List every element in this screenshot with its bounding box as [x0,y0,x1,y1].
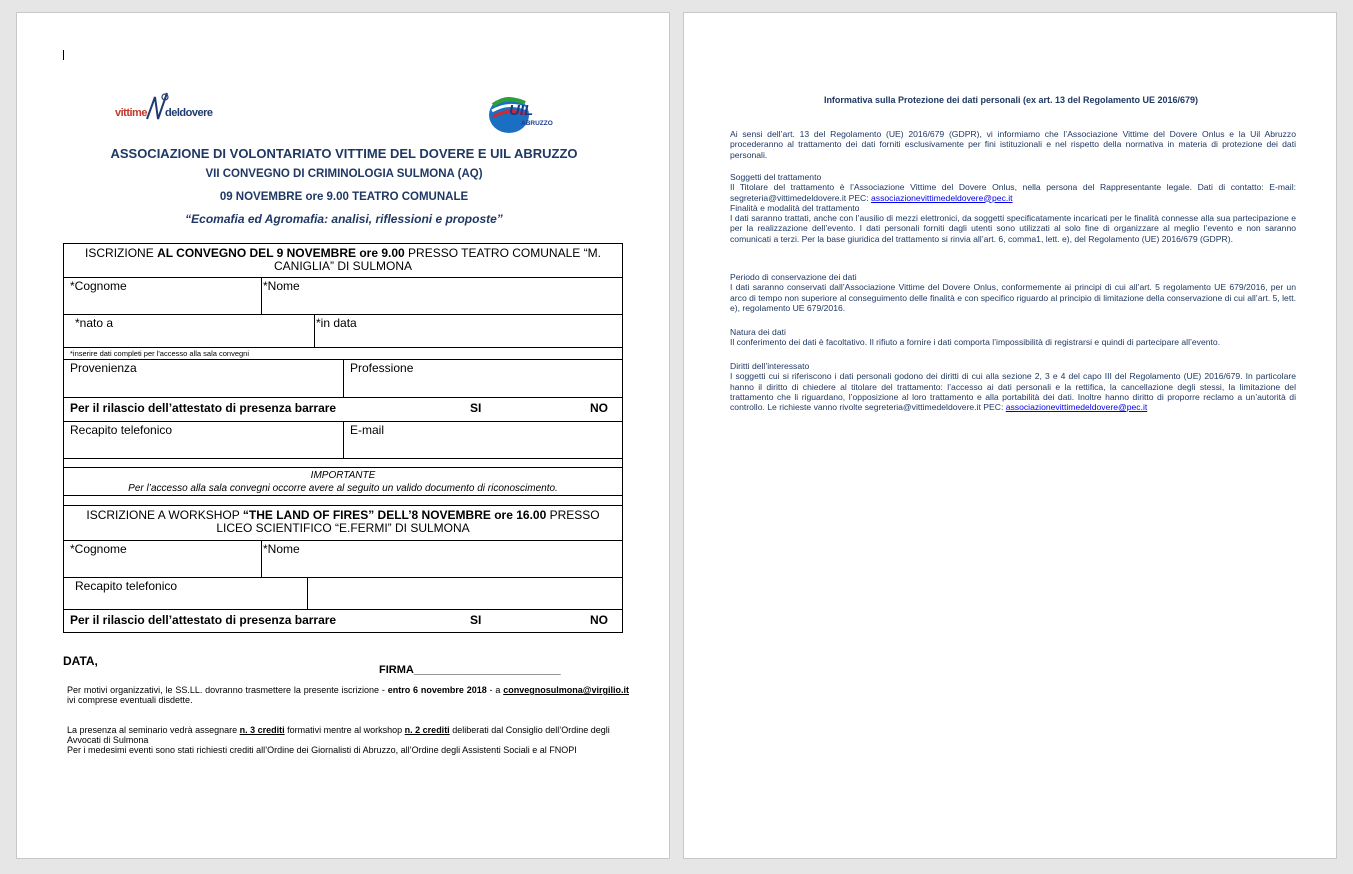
footer-p1-c: ivi comprese eventuali disdette. [67,695,193,705]
cognome-field-2[interactable] [64,541,261,577]
convention-date: 09 NOVEMBRE ore 9.00 TEATRO COMUNALE [219,191,469,203]
nome-label: *Nome [263,279,300,293]
email-label: E-mail [350,423,385,437]
row-spacer-2 [64,496,622,506]
row-recapito-email [64,422,622,459]
vittime-del-dovere-logo [115,91,215,131]
privacy-heading-natura: Natura dei dati [730,327,786,337]
section-2-prefix: ISCRIZIONE A WORKSHOP [86,508,243,522]
row-cognome-nome [64,278,622,315]
privacy-section-diritti [730,361,1296,412]
privacy-section-natura [730,327,1296,348]
cognome-label-2: *Cognome [70,542,127,556]
privacy-heading-conservazione: Periodo di conservazione dei dati [730,272,857,282]
footer-note-deadline [67,685,629,705]
row-importante [64,468,622,496]
row-note [64,348,622,360]
cognome-label: *Cognome [70,279,127,293]
importante-text: Per l’accesso alla sala convegni occorre avere al seguito un valido documento di riconoscimento. [128,483,558,494]
nome-label-2: *Nome [263,542,300,556]
row-spacer-1 [64,459,622,468]
section-1-header [64,244,622,278]
section-1-suffix: PRESSO TEATRO COMUNALE “M. CANIGLIA” DI SULMONA [273,246,601,273]
recapito-label: Recapito telefonico [70,423,173,437]
privacy-text-natura: Il conferimento dei dati è facoltativo. Il rifiuto a fornire i dati comporta l’impossibilità di registrarsi e quindi di partecipare all’evento. [730,337,1221,348]
attestato-label-2: Per il rilascio dell’attestato di presenza barrare [70,613,337,627]
footer-p1-b: - a [486,685,504,695]
convegno-email-link[interactable]: convegnosulmona@virgilio.it [503,685,629,695]
footer-p1-bold: entro 6 novembre 2018 [387,685,487,695]
convention-theme: “Ecomafia ed Agromafia: analisi, riflessioni e proposte” [185,212,503,226]
in-data-field[interactable] [314,315,622,347]
document-page-1 [16,12,670,859]
document-page-2 [683,12,1337,859]
provenienza-label: Provenienza [70,361,137,375]
footer-note-credits [67,725,632,745]
attestato-si-option[interactable]: SI [470,401,482,415]
recapito-value-2[interactable] [307,578,622,609]
convention-title: VII CONVEGNO DI CRIMINOLOGIA SULMONA (AQ) [205,168,483,180]
logo-text-deldovere: deldovere [165,107,213,119]
uil-abruzzo-logo [487,93,562,139]
importante-heading: IMPORTANTE [310,470,376,481]
recapito-label-2: Recapito telefonico [75,579,178,593]
section-2-header [64,506,622,541]
section-1-bold: AL CONVEGNO DEL 9 NOVEMBRE ore 9.00 [157,246,405,260]
nome-field-2[interactable] [261,541,622,577]
professione-label: Professione [350,361,414,375]
privacy-text-finalita: I dati saranno trattati, anche con l’ausilio di mezzi elettronici, da soggetti specificatamente incaricati per le finalità connesse alla sua partecipazione e per la realizzazione dell’evento. I dati personali forniti dagli utenti sono utilizzati al solo fine di organizzare al meglio l’evento e non saranno comunicati a terzi. Per la base giuridica del trattamento si rinvia all’art. 6, comma1, lett. e), del Regolamento (UE) 2016/679 (GDPR). [730,213,1296,244]
nome-field[interactable] [261,278,622,314]
footer-p2-a: La presenza al seminario vedrà assegnare [67,725,240,735]
privacy-heading-diritti: Diritti dell’interessato [730,361,810,371]
provenienza-field[interactable] [64,360,343,397]
attestato-no-option-2[interactable]: NO [590,613,608,627]
data-label: DATA, [63,654,98,668]
row-attestato-1 [64,398,622,422]
privacy-title: Informativa sulla Protezione dei dati personali (ex art. 13 del Regolamento UE 2016/679) [823,95,1199,105]
professione-field[interactable] [343,360,622,397]
recapito-field[interactable] [64,422,343,458]
privacy-heading-finalita: Finalità e modalità del trattamento [730,202,860,213]
row-recapito-2 [64,578,622,610]
nato-a-field[interactable] [64,315,314,347]
text-cursor [63,50,64,60]
association-title: ASSOCIAZIONE DI VOLONTARIATO VITTIME DEL DOVERE E UIL ABRUZZO [110,146,578,161]
firma-label: FIRMA________________________ [379,664,561,676]
section-1-prefix: ISCRIZIONE [85,246,158,260]
recapito-field-2[interactable] [64,578,307,609]
footer-p1-a: Per motivi organizzativi, le SS.LL. dovranno trasmettere la presente iscrizione - [67,685,388,695]
logo-text-abruzzo: ABRUZZO [521,120,553,127]
footer-p2-c: deliberati dal Consiglio dell’Ordine degli Avvocati di Sulmona [67,725,610,745]
privacy-text-conservazione: I dati saranno conservati dall’Associazione Vittime del Dovere Onlus, conformemente ai principi di cui all’art. 5 regolamento UE 679/2016, per un arco di tempo non superiore al conseguimento delle finalità e con specifico riguardo al principio di limitazione della conservazione di cui all’art. 5, lett. e), regolamento UE 679/2016. [730,282,1296,313]
pec-link-2[interactable]: associazionevittimedeldovere@pec.it [1005,402,1148,413]
footer-p2-credits-1: n. 3 crediti [239,725,285,735]
section-2-suffix: PRESSO LICEO SCIENTIFICO “E.FERMI” DI SULMONA [216,508,600,535]
privacy-intro: Ai sensi dell’art. 13 del Regolamento (UE) 2016/679 (GDPR), vi informiamo che l’Associazione Vittime del Dovere Onlus e la Uil Abruzzo procederanno al trattamento dei dati forniti esclusivamente per fini istituzionali e nel rispetto della normativa in materia di protezione dei dati personali. [730,129,1296,160]
row-attestato-2 [64,610,622,633]
logo-text-vittime: vittime [115,107,147,119]
cognome-field[interactable] [64,278,261,314]
row-cognome-nome-2 [64,541,622,578]
privacy-text-soggetti: Il Titolare del trattamento è l’Associazione Vittime del Dovere Onlus, nella persona del Rappresentante legale. Dati di contatto: E-mail: segreteria@vittimedeldovere.it PEC: [730,182,1296,203]
footer-note-other-credits: Per i medesimi eventi sono stati richiesti crediti all’Ordine dei Giornalisti di Abruzzo, all’Ordine degli Assistenti Sociali e al FNOPI [67,745,577,755]
in-data-label: *in data [316,316,357,330]
required-note: *inserire dati completi per l'accesso alla sala convegni [70,349,250,358]
row-nato-data [64,315,622,348]
nato-a-label: *nato a [75,316,114,330]
privacy-heading-soggetti: Soggetti del trattamento [730,172,822,182]
privacy-section-soggetti [730,172,1296,244]
footer-p2-credits-2: n. 2 crediti [404,725,450,735]
section-2-bold: “THE LAND OF FIRES” DELL’8 NOVEMBRE ore 16.00 [242,508,547,522]
privacy-text-diritti: I soggetti cui si riferiscono i dati personali godono dei diritti di cui alla sezione 2, 3 e 4 del capo III del Regolamento (UE) 2016/679. In particolare hanno il diritto di chiedere al titolare del trattamento: l’accesso ai dati personali e la rettifica, la cancellazione degli stessi, la limitazione del trattamento che li riguardano, l’opposizione al loro trattamento e alla portabilità dei dati. Inoltre hanno diritto di proporre reclamo a un’autorità di controllo. Le richieste vanno rivolte segreteria@vittimedeldovere.it PEC: [730,371,1296,413]
email-field[interactable] [343,422,622,458]
attestato-no-option[interactable]: NO [590,401,608,415]
privacy-section-conservazione [730,272,1296,313]
footer-p2-b: formativi mentre al workshop [284,725,405,735]
registration-form [63,243,623,633]
pec-link-1[interactable]: associazionevittimedeldovere@pec.it [871,192,1013,203]
logo-text-uil: UIL [509,102,534,119]
attestato-label: Per il rilascio dell’attestato di presenza barrare [70,401,337,415]
row-provenienza-professione [64,360,622,398]
attestato-si-option-2[interactable]: SI [470,613,482,627]
